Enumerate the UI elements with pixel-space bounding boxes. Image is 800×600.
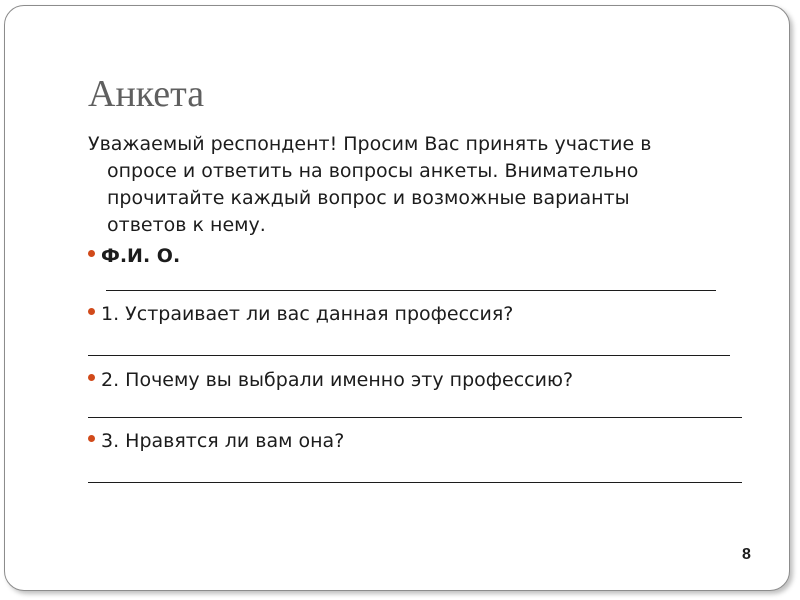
intro-paragraph <box>88 131 758 239</box>
intro-line: Уважаемый респондент! Просим Вас принять участие в <box>88 133 652 155</box>
slide-title: Анкета <box>88 73 205 115</box>
answer-line-fio[interactable] <box>106 290 716 291</box>
bullet-icon <box>88 374 95 381</box>
question-fio: Ф.И. О. <box>101 245 181 267</box>
intro-line: прочитайте каждый вопрос и возможные варианты <box>107 187 630 209</box>
question-1: 1. Устраивает ли вас данная профессия? <box>101 303 514 325</box>
answer-line-1[interactable] <box>88 355 730 356</box>
intro-line: ответов к нему. <box>107 214 266 236</box>
question-3: 3. Нравятся ли вам она? <box>101 430 345 452</box>
answer-line-3[interactable] <box>88 482 742 483</box>
intro-line: опросе и ответить на вопросы анкеты. Внимательно <box>107 160 639 182</box>
bullet-icon <box>88 435 95 442</box>
bullet-icon <box>88 308 95 315</box>
question-2: 2. Почему вы выбрали именно эту профессию? <box>101 369 574 391</box>
bullet-icon <box>88 250 95 257</box>
answer-line-2[interactable] <box>88 417 742 418</box>
page-number: 8 <box>742 546 751 563</box>
